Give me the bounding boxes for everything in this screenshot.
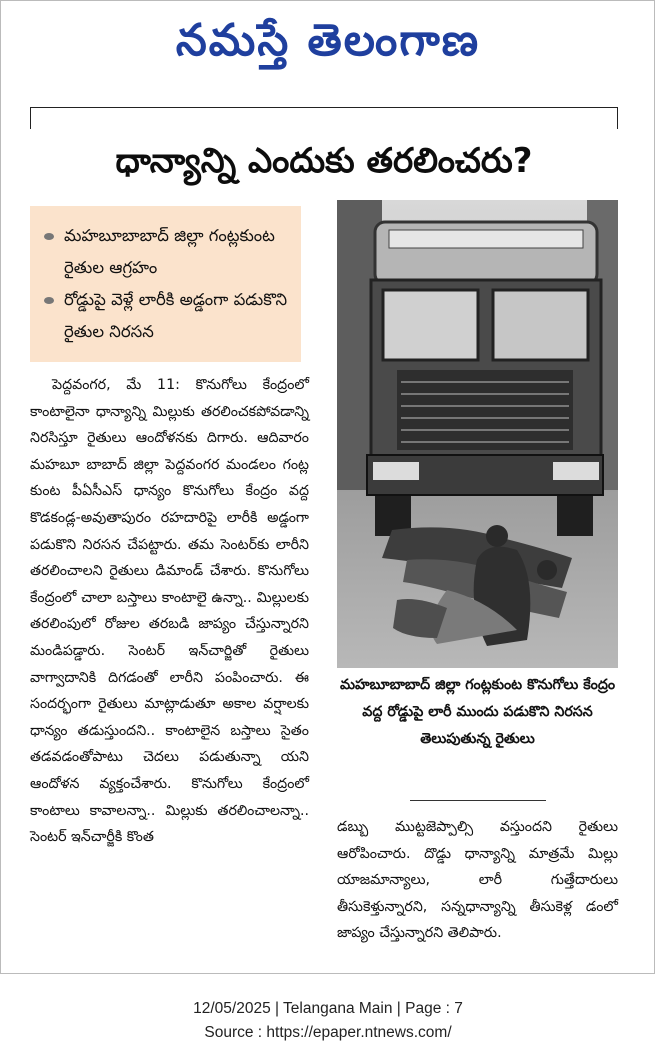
news-photo — [337, 200, 618, 668]
truck-protest-photo — [337, 200, 618, 668]
highlight-item — [44, 284, 295, 348]
bullet-dot-icon — [44, 233, 54, 240]
highlight-item — [44, 220, 295, 284]
article-body-right — [337, 814, 618, 947]
footer-source-link[interactable]: Source : https://epaper.ntnews.com/ — [204, 1024, 452, 1041]
article-body-left — [30, 372, 309, 851]
highlight-text: మహబూబాబాద్ జిల్లా గంట్లకుంట రైతుల ఆగ్రహం — [64, 226, 275, 277]
body-paragraph-left: పెద్దవంగర, మే 11: కొనుగోలు కేంద్రంలో కాంటాలైనా ధాన్యాన్ని మిల్లుకు తరలించకపోవడాన్ని నిరసిస్తూ రైతులు ఆందోళనకు దిగారు. ఆదివారం మహబూ బాబాద్ జిల్లా పెద్దవంగర మండలం గంట్ల కుంట పీఏసీఎస్ ధాన్యం కొనుగోలు కేంద్రం వద్ద కొడకండ్ల-అవుతాపురం రహదారిపై లారీకి అడ్డంగా పడుకొని నిరసన చేపట్టారు. తమ సెంటర్‌కు లారీని తరలించాలని రైతులు డిమాండ్ చేశారు. కొనుగోలు కేంద్రంలో చాలా బస్తాలు కాంటాలై ఉన్నా.. మిల్లులకు తరలింపులో రోజుల తరబడి జాప్యం చేస్తున్నారని మండిపడ్డారు. సెంటర్ ఇన్‌చార్జితో రైతులు వాగ్వాదానికి దిగడంతో లారీని పంపించారు. ఈ సందర్భంగా రైతులు మాట్లాడుతూ అకాల వర్షాలకు ధాన్యం తడుస్తుందని.. కాంటాలైన బస్తాలు సైతం తడవడంతోపాటు చెదలు పడుతున్నా యని ఆందోళన వ్యక్తంచేశారు. కొనుగోలు కేంద్రంలో కాంటాలు కావాలన్నా.. మిల్లుకు తరలించాలన్నా.. సెంటర్ ఇన్‌చార్జీకి కొంత — [30, 377, 309, 846]
article-headline: ధాన్యాన్ని ఎందుకు తరలించరు? — [115, 141, 533, 181]
caption-separator — [410, 800, 546, 801]
headline-rule — [30, 107, 618, 108]
highlight-text: రోడ్డుపై వెళ్లే లారీకి అడ్డంగా పడుకొని రైతుల నిరసన — [64, 290, 288, 341]
body-paragraph-right: డబ్బు ముట్టజెప్పాల్సి వస్తుందని రైతులు ఆరోపించారు. దొడ్డు ధాన్యాన్ని మాత్రమే మిల్లు యాజమాన్యాలు, లారీ గుత్తేదారులు తీసుకెళ్తున్నారని, సన్నధాన్యాన్ని తీసుకెళ్ల డంలో జాప్యం చేస్తున్నారని తెలిపారు. — [337, 819, 618, 942]
footer-edition-info: 12/05/2025 | Telangana Main | Page : 7 — [193, 1000, 463, 1017]
bullet-dot-icon — [44, 297, 54, 304]
page-footer — [0, 997, 656, 1045]
newspaper-masthead: నమస్తే తెలంగాణ — [175, 15, 481, 66]
photo-caption: మహబూబాబాద్ జిల్లా గంట్లకుంట కొనుగోలు కేంద్రం వద్ద రోడ్డుపై లారీ ముందు పడుకొని నిరసన తెలుపుతున్న రైతులు — [339, 677, 616, 747]
highlights-box — [30, 206, 301, 362]
headline-rule-right — [617, 107, 618, 129]
headline-rule-left — [30, 107, 31, 129]
